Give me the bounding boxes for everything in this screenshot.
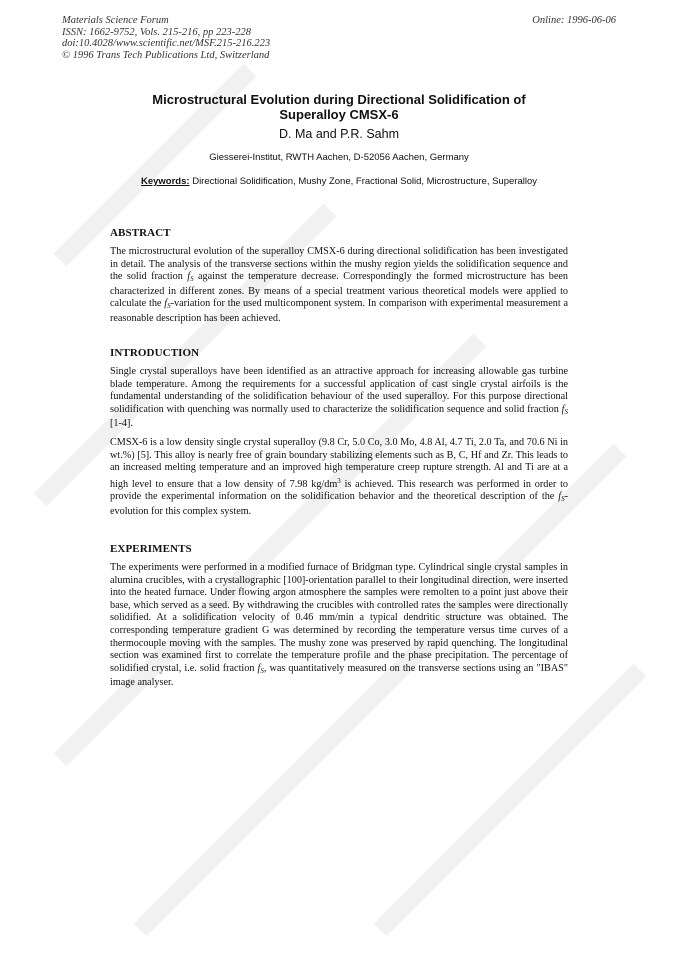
abstract-text: The microstructural evolution of the superalloy CMSX-6 during directional solidification has been investigated in detail. The analysis of the transverse sections within the mushy region yields the solidification sequence and the solid fraction $f_S$ against the temperature decrease. Correspondingly the formed microstructure has been characterized in different zones. By means of a special treatment various theoretical models were applied to calculate the $f_S$-variation for the used multicomponent system. In comparison with experimental measurement a reasonable description has been achieved. <box>110 246 569 324</box>
introduction-paragraph-2: CMSX-6 is a low density single crystal superalloy (9.8 Cr, 5.0 Co, 3.0 Mo, 4.8 Al, 4.7 Ti, 2.0 Ta, and 70.6 Ni in wt.%) [5]. This alloy is nearly free of grain boundary stabilizing elements such as B, C, Hf and Zr. This leads to an increased melting temperature and an improved high temperature creep rupture strength. Al and Ti are at a high level to ensure that a low density of 7.98 $kg/dm^3$ is achieved. This research was performed in order to provide the experimental information on the solidification behavior and the theoretical description of the $f_S$-evolution for this complex system. <box>110 436 568 517</box>
copyright-line: © 1996 Trans Tech Publications Ltd, Switzerland <box>62 49 270 61</box>
introduction-heading: INTRODUCTION <box>110 347 200 359</box>
fs-symbol: $f_S$ <box>187 271 194 284</box>
fs-symbol: $f_S$ <box>558 491 565 504</box>
keywords-list: Directional Solidification, Mushy Zone, Fractional Solid, Microstructure, Superalloy <box>189 176 537 187</box>
abstract-section <box>110 227 568 332</box>
keywords-label: Keywords: <box>140 176 190 187</box>
title-line-2: Superalloy CMSX-6 <box>279 107 399 122</box>
keywords <box>100 176 578 187</box>
fs-symbol: $f_S$ <box>561 403 568 416</box>
introduction-paragraph-1: Single crystal superalloys have been identified as an attractive approach for increasing allowable gas turbine blade temperature. Among the requirements for a successful application of cast single crystal airfoils is the fundamental understanding of the solidification behaviour of the used superalloy. For this purpose directional solidification with quenching was normally used to characterize the solidification sequence and solid fraction $f_S$ [1-4]. <box>110 366 568 430</box>
introduction-section <box>110 347 568 525</box>
online-date: Online: 1996-06-06 <box>532 15 616 26</box>
experiments-section <box>110 543 568 696</box>
journal-header <box>62 15 270 61</box>
authors: D. Ma and P.R. Sahm <box>279 127 399 141</box>
title-line-1: Microstructural Evolution during Directional Solidification of <box>152 92 526 107</box>
doi-link[interactable]: doi:10.4028/www.scientific.net/MSF.215-216.223 <box>62 38 271 49</box>
fs-symbol: $f_S$ <box>164 298 171 311</box>
journal-name: Materials Science Forum <box>62 15 169 26</box>
issn-line: ISSN: 1662-9752, Vols. 215-216, pp 223-228 <box>62 26 251 38</box>
abstract-heading: ABSTRACT <box>110 227 171 239</box>
paper-title <box>100 92 578 122</box>
experiments-paragraph-1: The experiments were performed in a modified furnace of Bridgman type. Cylindrical single crystal samples in alumina crucibles, with a crystallographic [100]-orientation parallel to their longitudinal direction, were inserted into the heated furnace. Under flowing argon atmosphere the samples were remolten to a point just above their base, which served as a seed. By withdrawing the crucibles with controlled rates the samples were directionally solidified. At a solidification velocity of 0.46 mm/min a typical dendritic structure was obtained. The corresponding temperature gradient G was determined by recording the temperature versus time curves of a thermocouple moving with the samples. The mushy zone was preserved by rapid quenching. The longitudinal section was examined first to correlate the temperature profile and the phase precipitation. The percentage of solidified crystal, i.e. solid fraction $f_S$, was quantitatively measured on the transverse sections using an "IBAS" image analyser. <box>110 562 568 689</box>
fs-symbol: $f_S$ <box>257 662 264 675</box>
experiments-heading: EXPERIMENTS <box>110 543 192 555</box>
affiliation: Giesserei-Institut, RWTH Aachen, D-52056 Aachen, Germany <box>209 152 469 163</box>
